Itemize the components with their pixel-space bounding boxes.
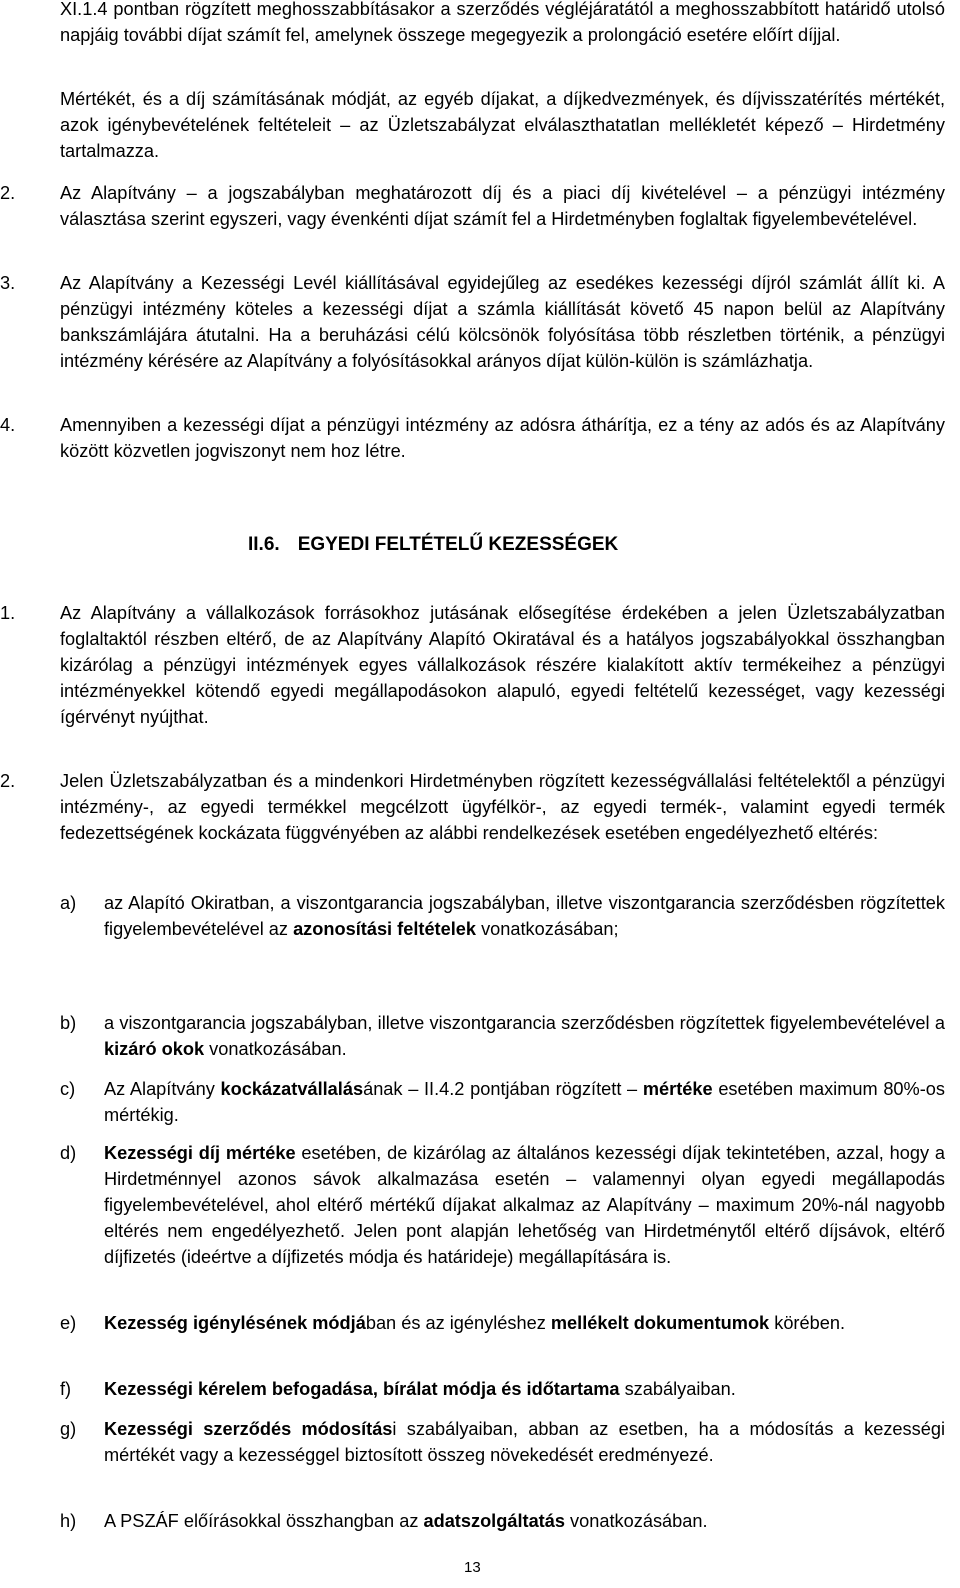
section-heading-number: II.6.: [248, 534, 280, 555]
item-text: [104, 1416, 945, 1468]
item-letter: f): [60, 1379, 72, 1399]
numbered-item: [0, 270, 945, 374]
item-letter: b): [60, 1013, 77, 1033]
item-number: 4.: [0, 415, 16, 435]
numbered-item: [0, 768, 945, 846]
bold-text-run: kizáró okok: [104, 1039, 205, 1059]
item-letter: a): [60, 893, 77, 913]
item-letter: c): [60, 1079, 76, 1099]
item-number: 2.: [0, 183, 16, 203]
text-run: vonatkozásában.: [564, 1511, 708, 1531]
numbered-item: [0, 412, 945, 464]
text-run: vonatkozásában;: [476, 919, 619, 939]
item-text: [104, 1010, 945, 1062]
item-text: Az Alapítvány – a jogszabályban meghatározott díj és a piaci díj kivételével – a pénzügyi intézmény választása szerint egyszeri, vagy évenkénti díjat számít fel a Hirdetményben foglaltak figyelembevételével.: [60, 183, 945, 229]
intro-paragraph-1: XI.1.4 pontban rögzített meghosszabbításakor a szerződés végléjáratától a meghosszabbított határidő utolsó napjáig további díjat számít fel, amelynek összege megegyezik a prolongáció esetére előírt díjjal.: [60, 0, 945, 45]
item-text: [104, 1508, 945, 1534]
section-heading: [248, 532, 618, 558]
text-run: körében.: [769, 1313, 846, 1333]
page-number: 13: [464, 1559, 481, 1576]
item-letter: d): [60, 1143, 77, 1163]
text-run: az Alapító Okiratban, a viszontgarancia jogszabályban, illetve viszontgarancia szerződésben rögzítettek figyelembevételével az: [104, 893, 945, 939]
item-letter: e): [60, 1313, 77, 1333]
item-text: Amennyiben a kezességi díjat a pénzügyi intézmény az adósra áthárítja, ez a tény az adós és az Alapítvány között közvetlen jogviszonyt nem hoz létre.: [60, 415, 945, 461]
intro-paragraph-2: Mértékét, és a díj számításának módját, az egyéb díjakat, a díjkedvezmények, és díjvisszatérítés mértékét, azok igénybevételének feltételeit – az Üzletszabályzat elválaszthatatlan mellékletét képező – Hirdetmény tartalmazza.: [60, 89, 945, 161]
item-text: [104, 1376, 945, 1402]
bold-text-run: azonosítási feltételek: [293, 919, 477, 939]
item-text: Az Alapítvány a vállalkozások forrásokhoz jutásának elősegítése érdekében a jelen Üzletszabályzatban foglaltaktól részben eltérő, de az Alapítvány Alapító Okiratával és a hatályos jogszabályokkal összhangban kizárólag a pénzügyi intézmények egyes vállalkozások részére kialakított aktív termékeihez a pénzügyi intézményekkel kötendő egyedi megállapodásokon alapuló, egyedi feltételű kezességet, vagy kezességi ígérvényt nyújthat.: [60, 603, 945, 727]
text-run: ának – II.4.2 pontjában rögzített –: [363, 1079, 643, 1099]
item-text: [104, 1076, 945, 1128]
text-run: a viszontgarancia jogszabályban, illetve viszontgarancia szerződésben rögzítettek figyelembevételével a: [104, 1013, 945, 1033]
text-run: vonatkozásában.: [204, 1039, 347, 1059]
item-text: Az Alapítvány a Kezességi Levél kiállításával egyidejűleg az esedékes kezességi díjról számlát állít ki. A pénzügyi intézmény köteles a kezességi díjat a számla kiállítását követő 45 napon belül az Alapítvány bankszámlájára átutalni. Ha a beruházási célú kölcsönök folyósítása több részletben történik, a pénzügyi intézmény kérésére az Alapítvány a folyósításokkal arányos díjat külön-külön is számlázhatja.: [60, 273, 945, 371]
item-number: 1.: [0, 603, 16, 623]
bold-text-run: adatszolgáltatás: [423, 1511, 565, 1531]
section-heading-title: EGYEDI FELTÉTELŰ KEZESSÉGEK: [297, 534, 619, 555]
text-run: i szabályaiban, abban az esetben, ha a módosítás a kezességi mértékét vagy a kezességgel biztosított összeg növekedését eredményezé.: [104, 1419, 945, 1465]
item-text: [104, 1140, 945, 1270]
text-run: Az Alapítvány: [104, 1079, 221, 1099]
item-letter: h): [60, 1511, 77, 1531]
bold-text-run: mellékelt dokumentumok: [550, 1313, 770, 1333]
text-run: szabályaiban.: [619, 1379, 736, 1399]
item-number: 3.: [0, 273, 16, 293]
bold-text-run: Kezesség igénylésének módjá: [104, 1313, 366, 1333]
numbered-item: [0, 180, 945, 232]
bold-text-run: Kezességi szerződés módosítás: [104, 1419, 393, 1439]
text-run: esetében maximum 80%-os mértékig.: [104, 1079, 945, 1125]
numbered-item: [0, 600, 945, 730]
bold-text-run: Kezességi díj mértéke: [104, 1143, 296, 1163]
item-text: [104, 890, 945, 942]
item-number: 2.: [0, 771, 16, 791]
text-run: A PSZÁF előírásokkal összhangban az: [104, 1511, 424, 1531]
item-text: Jelen Üzletszabályzatban és a mindenkori Hirdetményben rögzített kezességvállalási feltételektől a pénzügyi intézmény-, az egyedi termékkel megcélzott ügyfélkör-, az egyedi termék-, valamint egyedi termék fedezettségének kockázata függvényében az alábbi rendelkezések esetében engedélyezhető eltérés:: [60, 771, 945, 843]
item-text: [104, 1310, 945, 1336]
bold-text-run: Kezességi kérelem befogadása, bírálat módja és időtartama: [104, 1379, 620, 1399]
text-run: esetében, de kizárólag az általános kezességi díjak tekintetében, azzal, hogy a Hirdetménnyel azonos sávok alkalmazása esetén – valamennyi olyan egyedi megállapodás figyelembevételével, ahol eltérő mértékű díjakat alkalmaz az Alapítvány – maximum 20%-nál nagyobb eltérés nem engedélyezhető. Jelen pont alapján lehetőség van Hirdetménytől eltérő díjsávok, eltérő díjfizetés (ideértve a díjfizetés módja és határideje) megállapítására is.: [104, 1143, 946, 1267]
bold-text-run: kockázatvállalás: [220, 1079, 364, 1099]
bold-text-run: mértéke: [642, 1079, 713, 1099]
item-letter: g): [60, 1419, 77, 1439]
text-run: ban és az igényléshez: [365, 1313, 551, 1333]
